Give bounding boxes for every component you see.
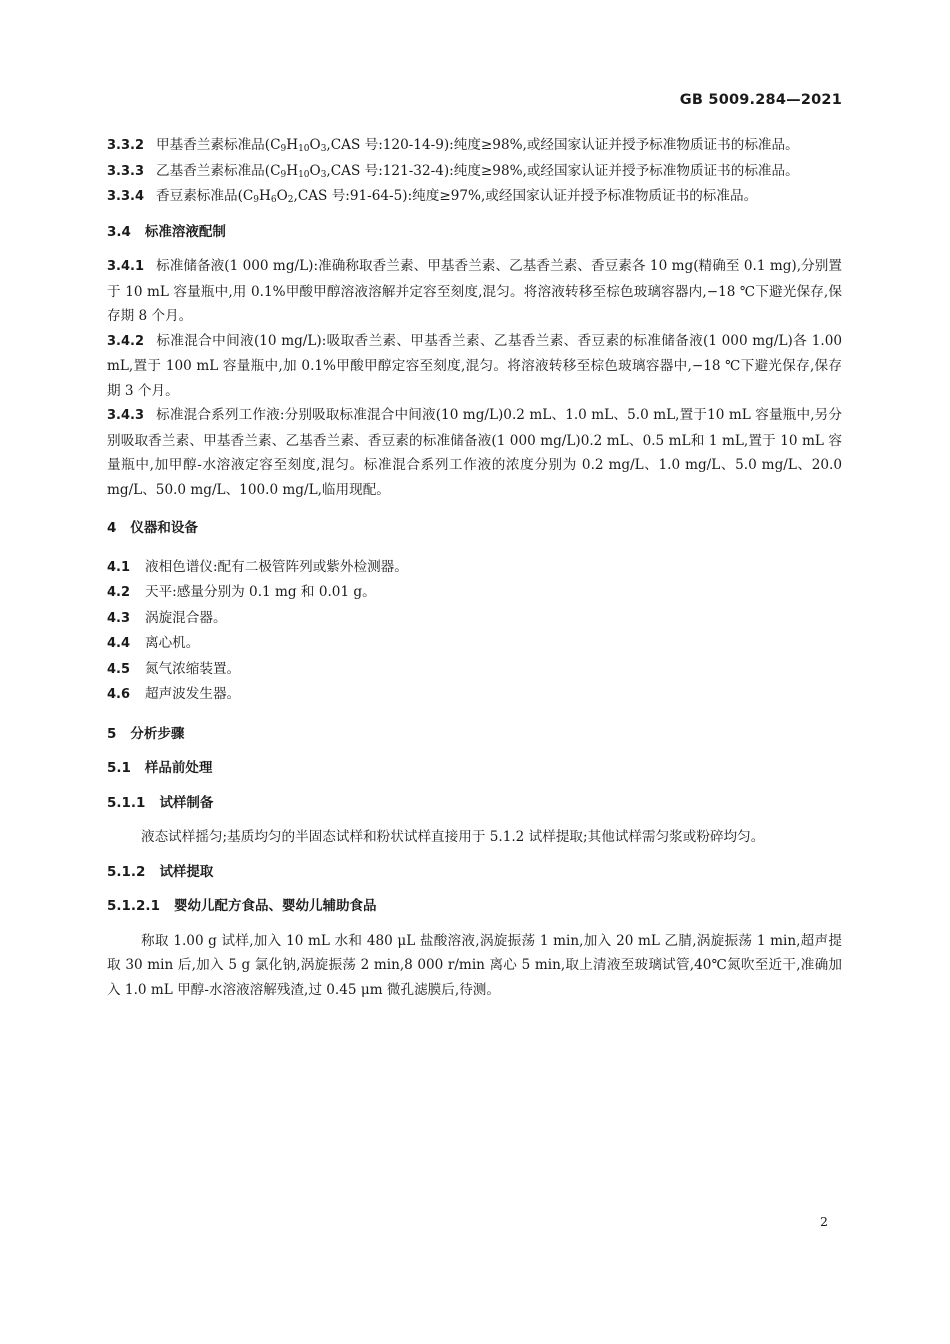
section-heading-5-1-1 (107, 791, 842, 816)
clause-text: 标准混合系列工作液:分别吸取标准混合中间液(10 mg/L)0.2 mL、1.0 mL、5.0 mL,置于10 mL 容量瓶中,另分别吸取香兰素、甲基香兰素、乙基香兰素、香豆素的标准储备液(1 000 mg/L)0.2 mL、0.5 mL和 1 mL,置于 10 mL 容量瓶中,加甲醇-水溶液定容至刻度,混匀。标准混合系列工作液的浓度分别为 0.2 mg/L、1.0 mg/L、5.0 mg/L、20.0 mg/L、50.0 mg/L、100.0 mg/L,临用现配。 (107, 407, 842, 498)
clause-3-4-3 (107, 403, 842, 502)
section-title: 标准溶液配制 (144, 223, 226, 240)
clause-3-3-3 (107, 159, 842, 185)
clause-number: 3.4.1 (107, 259, 145, 274)
subscript: 10 (298, 169, 310, 180)
chapter-title: 分析步骤 (130, 725, 185, 742)
list-item (107, 580, 842, 606)
section-number: 5.1.2.1 (107, 898, 160, 914)
clause-number: 3.4.3 (107, 408, 145, 423)
item-text: 离心机。 (145, 635, 200, 651)
clause-number: 3.4.2 (107, 333, 145, 349)
clause-number: 3.3.2 (107, 138, 145, 153)
section-number: 5.1.2 (107, 863, 146, 880)
subscript: 9 (280, 144, 287, 154)
chapter-number: 5 (107, 725, 117, 742)
subscript: 9 (253, 195, 260, 205)
clause-3-4-2 (107, 329, 842, 404)
list-item (107, 555, 842, 581)
list-item (107, 657, 842, 683)
section-heading-5-1-2-1 (107, 894, 842, 919)
section-number: 5.1.1 (107, 794, 146, 811)
section-title: 样品前处理 (144, 760, 213, 776)
item-number: 4.4 (107, 636, 131, 651)
chapter-number: 4 (107, 520, 117, 536)
item-number: 4.5 (107, 661, 131, 677)
clause-3-3-4 (107, 184, 842, 210)
clause-3-3-2 (107, 133, 842, 159)
list-item (107, 606, 842, 632)
clause-number: 3.3.4 (107, 189, 145, 204)
clause-text: ,CAS 号:121-32-4):纯度≥98%,或经国家认证并授予标准物质证书的标准品。 (326, 162, 799, 179)
section-heading-3-4 (107, 220, 842, 245)
clause-text: 甲基香兰素标准品(C (156, 137, 281, 153)
item-number: 4.6 (107, 687, 131, 702)
body-paragraph-5-1-1: 液态试样摇匀;基质均匀的半固态试样和粉状试样直接用于 5.1.2 试样提取;其他试样需匀浆或粉碎均匀。 (141, 829, 765, 845)
item-number: 4.3 (107, 610, 131, 626)
clause-text: ,CAS 号:120-14-9):纯度≥98%,或经国家认证并授予标准物质证书的标准品。 (326, 137, 799, 153)
clause-number: 3.3.3 (107, 163, 145, 179)
formula-part: O (309, 137, 321, 153)
clause-text: 标准混合中间液(10 mg/L):吸取香兰素、甲基香兰素、乙基香兰素、香豆素的标准储备液(1 000 mg/L)各 1.00 mL,置于 100 mL 容量瓶中,加 0.1%甲酸甲醇定容至刻度,混匀。将溶液转移至棕色玻璃容器中,−18 ℃下避光保存,保存期 3 个月。 (107, 332, 842, 399)
instrument-list (107, 555, 842, 708)
item-number: 4.2 (107, 585, 131, 600)
subscript: 2 (287, 195, 294, 205)
subscript: 6 (270, 195, 277, 205)
formula-part: O (276, 188, 288, 204)
clause-3-4-1 (107, 254, 842, 329)
chapter-heading-4 (107, 516, 842, 541)
subscript: 10 (298, 144, 310, 154)
formula-part: H (286, 137, 299, 153)
section-number: 5.1 (107, 760, 131, 776)
page-number: 2 (820, 1214, 828, 1229)
item-text: 涡旋混合器。 (145, 609, 227, 626)
page-content (107, 133, 842, 1002)
clause-text: 乙基香兰素标准品(C (156, 162, 281, 179)
clause-text: ,CAS 号:91-64-5):纯度≥97%,或经国家认证并授予标准物质证书的标准品。 (293, 188, 758, 204)
clause-text: 标准储备液(1 000 mg/L):准确称取香兰素、甲基香兰素、乙基香兰素、香豆素各 10 mg(精确至 0.1 mg),分别置于 10 mL 容量瓶中,用 0.1%甲酸甲醇溶液溶解并定容至刻度,混匀。将溶液转移至棕色玻璃容器内,−18 ℃下避光保存,保存期 8 个月。 (107, 258, 842, 324)
formula-part: O (309, 162, 321, 179)
standard-number: GB 5009.284—2021 (679, 92, 842, 108)
section-title: 试样提取 (159, 863, 214, 880)
formula-part: H (286, 162, 299, 179)
item-number: 4.1 (107, 559, 131, 575)
section-heading-5-1 (107, 756, 842, 781)
section-number: 3.4 (107, 223, 131, 240)
chapter-heading-5 (107, 722, 842, 747)
item-text: 天平:感量分别为 0.1 mg 和 0.01 g。 (145, 584, 376, 600)
subscript: 9 (280, 169, 287, 180)
chapter-title: 仪器和设备 (130, 520, 198, 536)
clause-text: 香豆素标准品(C (156, 188, 254, 204)
item-text: 液相色谱仪:配有二极管阵列或紫外检测器。 (145, 558, 408, 575)
body-paragraph-5-1-2-1: 称取 1.00 g 试样,加入 10 mL 水和 480 μL 盐酸溶液,涡旋振荡 1 min,加入 20 mL 乙腈,涡旋振荡 1 min,超声提取 30 min 后,加入 5 g 氯化钠,涡旋振荡 2 min,8 000 r/min 离心 5 min,取上清液至玻璃试管,40℃氮吹至近干,准确加入 1.0 mL 甲醇-水溶液溶解残渣,过 0.45 μm 微孔滤膜后,待测。 (107, 932, 842, 998)
item-text: 超声波发生器。 (145, 686, 241, 702)
section-heading-5-1-2 (107, 860, 842, 885)
section-title: 试样制备 (159, 794, 214, 811)
item-text: 氮气浓缩装置。 (145, 660, 241, 677)
list-item (107, 631, 842, 657)
subscript: 3 (320, 169, 327, 180)
subscript: 3 (320, 144, 327, 154)
formula-part: H (259, 188, 271, 204)
list-item (107, 682, 842, 708)
section-title: 婴幼儿配方食品、婴幼儿辅助食品 (173, 898, 377, 914)
